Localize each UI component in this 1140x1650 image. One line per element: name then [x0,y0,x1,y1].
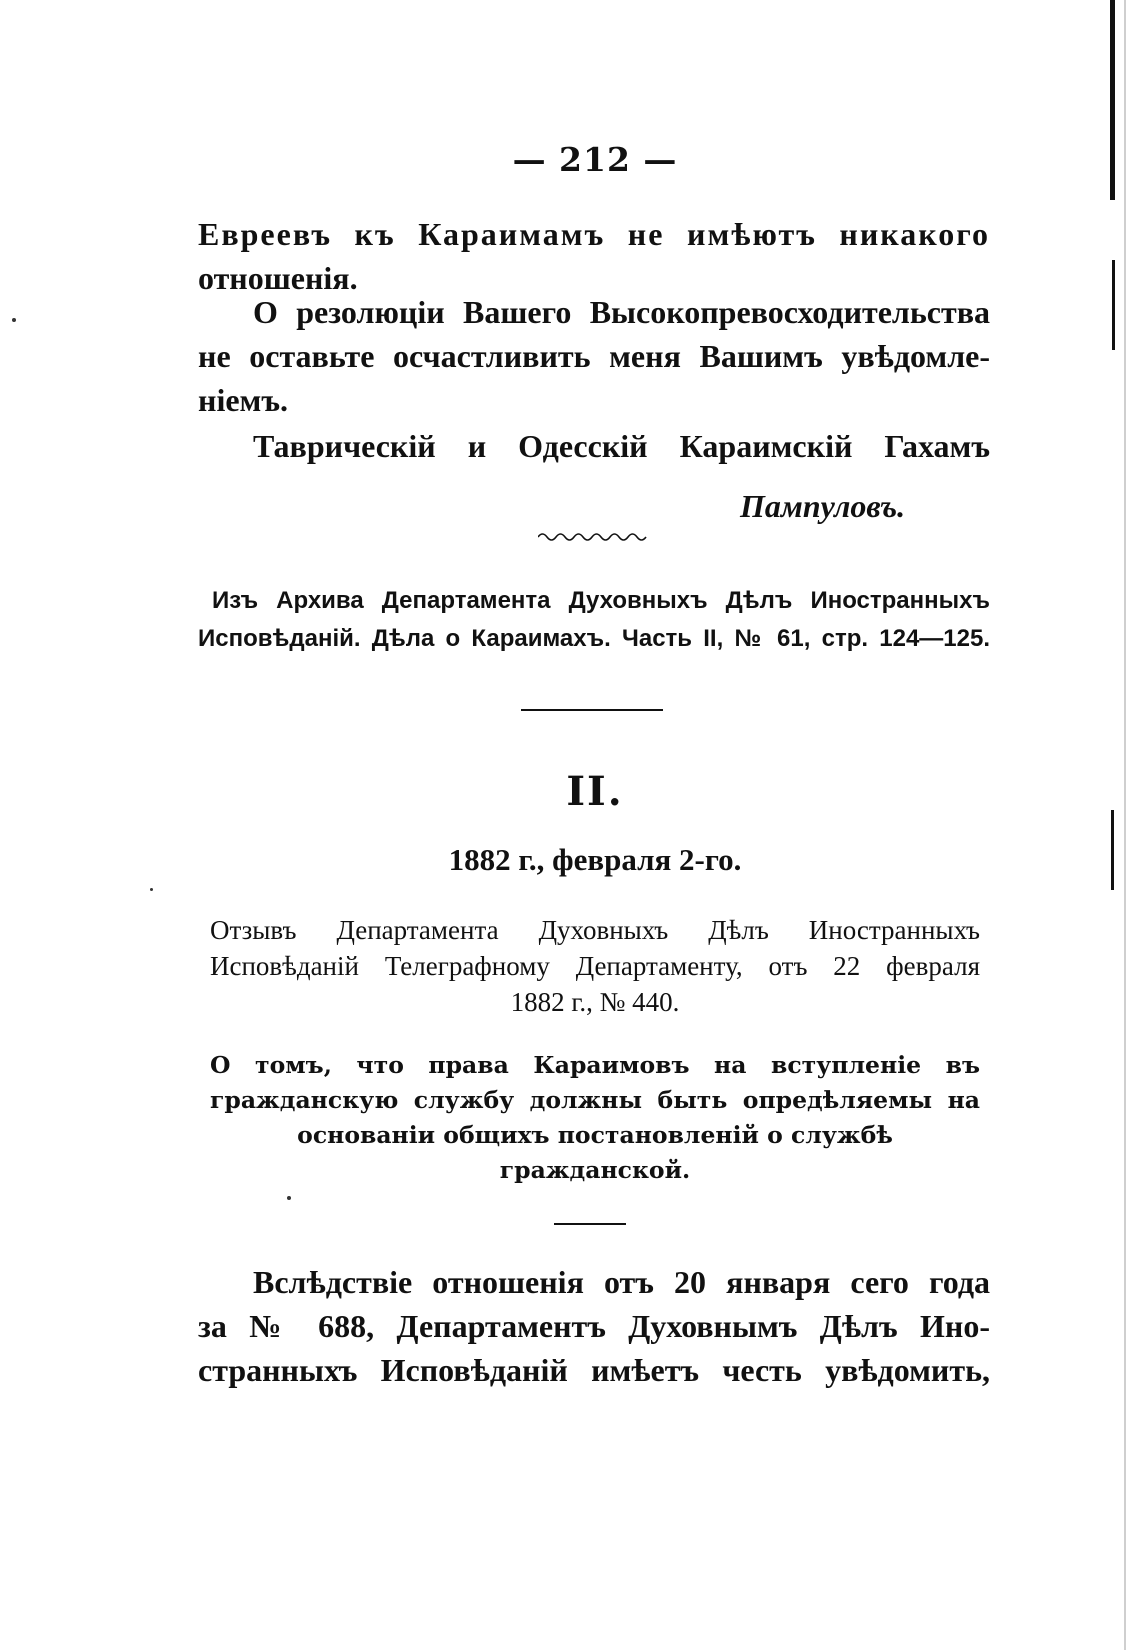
signature-name: Пампуловъ. [740,488,906,524]
section-number: II. [566,768,624,815]
intro-paragraph [198,212,990,300]
document-subject [210,1048,980,1188]
text-line: отношенія. [198,260,358,296]
signature-title [198,424,990,468]
text-line: не оставьте осчастливить меня Вашимъ увѣдомле- [198,338,990,374]
page-number: — 212 — [512,140,678,179]
text-line: ніемъ. [198,382,288,418]
text-line: Отзывъ Департамента Духовныхъ Дѣлъ Иностранныхъ [210,915,980,945]
archive-source-note [198,582,990,658]
section-divider [521,709,663,711]
document-summary [210,912,980,1020]
text-line: Исповѣданій. Дѣла о Караимахъ. Часть II, № 61, стр. 124—125. [198,625,990,652]
text-line: О томъ, что права Караимовъ на вступленіе въ [210,1051,980,1079]
page-edge-line [1124,0,1126,1650]
section-divider [554,1223,626,1225]
text-line: Изъ Архива Департамента Духовныхъ Дѣлъ Иностранныхъ [212,587,990,614]
scan-speck [287,1196,291,1200]
text-line: Исповѣданій Телеграфному Департаменту, отъ 22 февраля [210,951,980,981]
text-line: странныхъ Исповѣданій имѣетъ честь увѣдомить, [198,1352,990,1388]
document-date: 1882 г., февраля 2-го. [448,842,742,877]
text-line: Вслѣдствіе отношенія отъ 20 января сего года [253,1264,990,1300]
text-line: О резолюціи Вашего Высокопревосходительства [253,294,990,330]
scan-speck [150,888,153,891]
resolution-paragraph [198,290,990,422]
scan-speck [12,318,16,322]
text-line: гражданскую службу должны быть опредѣляемы на [210,1086,980,1114]
text-line: Таврическій и Одесскій Караимскій Гахамъ [253,428,990,464]
text-line: гражданской. [499,1156,691,1184]
text-line: Евреевъ къ Караимамъ не имѣютъ никакого [198,216,990,252]
page-edge-shadow [1112,260,1115,350]
text-line: 1882 г., № 440. [510,987,680,1017]
ornament-squiggle [538,530,648,544]
text-line: основаніи общихъ постановленій о службѣ [297,1121,893,1149]
closing-paragraph [198,1260,990,1392]
text-line: за № 688, Департаментъ Духовнымъ Дѣлъ Ино- [198,1308,990,1344]
